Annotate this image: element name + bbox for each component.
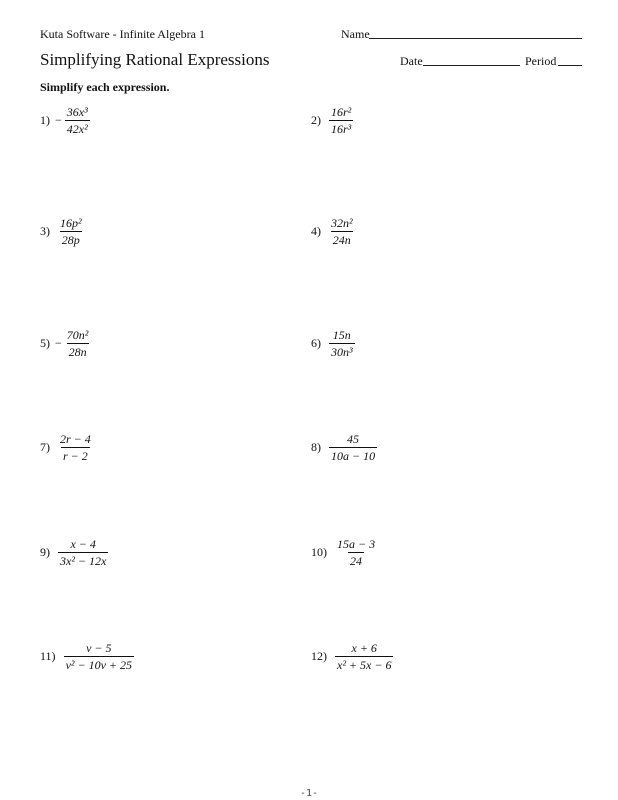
numerator: x + 6 xyxy=(351,641,377,655)
numerator: 45 xyxy=(347,432,360,446)
worksheet-source: Kuta Software - Infinite Algebra 1 xyxy=(40,27,205,41)
date-label: Date xyxy=(400,54,423,68)
fraction xyxy=(335,537,377,568)
problem-number: 1) xyxy=(40,113,50,127)
worksheet-title: Simplifying Rational Expressions xyxy=(40,50,270,69)
denominator: 3x² − 12x xyxy=(60,554,107,568)
numerator: 15n xyxy=(332,328,351,342)
fraction xyxy=(329,328,355,359)
problem-number: 6) xyxy=(311,336,321,350)
negative-sign: − xyxy=(55,336,62,350)
problem-number: 7) xyxy=(40,440,50,454)
problem-12 xyxy=(311,641,393,672)
fraction xyxy=(335,641,393,672)
numerator: 2r − 4 xyxy=(60,432,91,446)
problem-10 xyxy=(311,537,377,568)
denominator: v² − 10v + 25 xyxy=(65,658,133,672)
name-field-line[interactable] xyxy=(369,38,582,39)
name-label: Name xyxy=(341,27,370,41)
denominator: x² + 5x − 6 xyxy=(337,658,392,672)
problem-3 xyxy=(40,216,84,247)
fraction xyxy=(65,105,90,136)
problem-11 xyxy=(40,641,134,672)
fraction xyxy=(64,641,134,672)
fraction xyxy=(58,537,108,568)
numerator: x − 4 xyxy=(70,537,96,551)
problem-6 xyxy=(311,328,355,359)
problem-1 xyxy=(40,105,90,136)
instructions: Simplify each expression. xyxy=(40,80,170,94)
numerator: 70n² xyxy=(66,328,89,342)
problem-5 xyxy=(40,328,90,359)
period-label: Period xyxy=(525,54,557,68)
numerator: 16p² xyxy=(60,216,82,230)
problem-number: 12) xyxy=(311,649,327,663)
denominator: 16r³ xyxy=(331,122,352,136)
denominator: 24n xyxy=(332,233,351,247)
negative-sign: − xyxy=(55,113,62,127)
fraction xyxy=(329,105,353,136)
period-field-line[interactable] xyxy=(558,65,582,66)
problem-number: 4) xyxy=(311,224,321,238)
denominator: 42x² xyxy=(66,122,88,136)
date-field-line[interactable] xyxy=(423,65,520,66)
numerator: 36x³ xyxy=(66,105,88,119)
problem-9 xyxy=(40,537,108,568)
problem-number: 2) xyxy=(311,113,321,127)
fraction xyxy=(58,432,93,463)
problem-number: 9) xyxy=(40,545,50,559)
problem-7 xyxy=(40,432,93,463)
denominator: 28p xyxy=(61,233,80,247)
fraction xyxy=(329,216,355,247)
problem-4 xyxy=(311,216,355,247)
problem-number: 3) xyxy=(40,224,50,238)
fraction xyxy=(58,216,84,247)
denominator: 28n xyxy=(68,345,87,359)
problem-2 xyxy=(311,105,353,136)
problem-number: 10) xyxy=(311,545,327,559)
problem-number: 5) xyxy=(40,336,50,350)
denominator: 30n³ xyxy=(331,345,353,359)
denominator: 24 xyxy=(350,554,363,568)
denominator: 10a − 10 xyxy=(331,449,376,463)
numerator: v − 5 xyxy=(86,641,112,655)
problem-number: 11) xyxy=(40,649,56,663)
numerator: 15a − 3 xyxy=(337,537,376,551)
fraction xyxy=(65,328,91,359)
fraction xyxy=(329,432,377,463)
numerator: 32n² xyxy=(331,216,353,230)
problem-number: 8) xyxy=(311,440,321,454)
denominator: r − 2 xyxy=(63,449,88,463)
problem-8 xyxy=(311,432,377,463)
numerator: 16r² xyxy=(331,105,352,119)
page-number: -1- xyxy=(299,788,319,799)
